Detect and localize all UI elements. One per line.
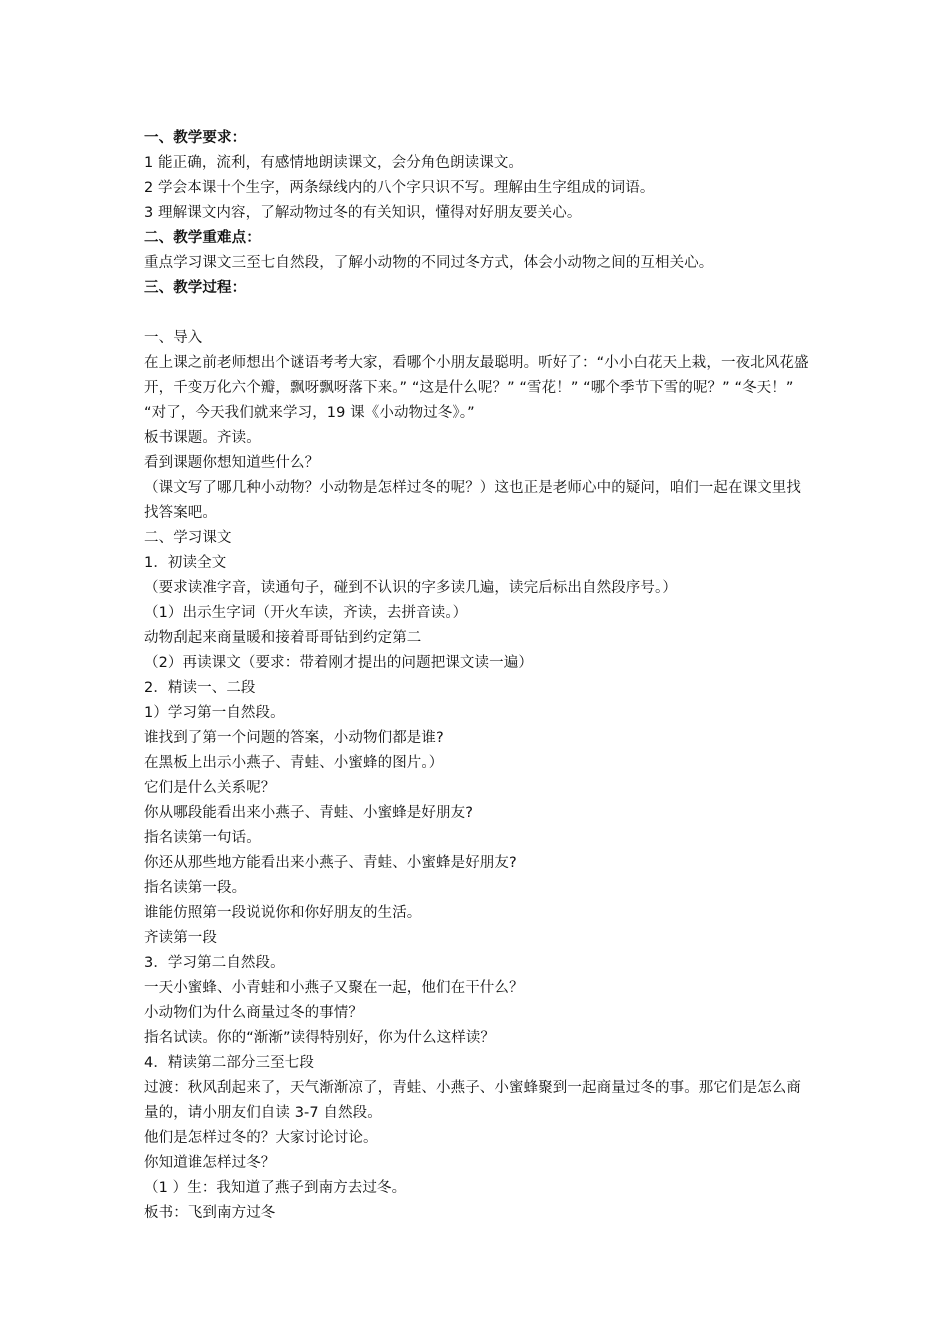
paragraph: 小动物们为什么商量过冬的事情？ [144, 1005, 363, 1021]
paragraph: （2）再读课文（要求：带着刚才提出的问题把课文读一遍） [144, 655, 533, 671]
paragraph: 指名试读。你的“渐渐”读得特别好，你为什么这样读？ [144, 1030, 496, 1046]
section-heading-key-points: 二、教学重难点： [144, 230, 261, 246]
paragraph: （课文写了哪几种小动物？小动物是怎样过冬的呢？）这也正是老师心中的疑问，咱们一起在课文里找找答案吧。 [144, 480, 801, 521]
paragraph: 谁找到了第一个问题的答案，小动物们都是谁? [144, 730, 444, 746]
paragraph: 它们是什么关系呢？ [144, 780, 276, 796]
paragraph: 1 能正确，流利，有感情地朗读课文，会分角色朗读课文。 [144, 155, 524, 171]
paragraph: 你知道谁怎样过冬？ [144, 1155, 276, 1171]
subsection-heading: 一、导入 [144, 330, 203, 346]
section-heading-teaching-process: 三、教学过程： [144, 280, 247, 296]
paragraph: 他们是怎样过冬的？大家讨论讨论。 [144, 1130, 378, 1146]
paragraph: 2 学会本课十个生字，两条绿线内的八个字只识不写。理解由生字组成的词语。 [144, 180, 655, 196]
paragraph: 板书：飞到南方过冬 [144, 1205, 276, 1221]
paragraph: 看到课题你想知道些什么？ [144, 455, 320, 471]
paragraph: 你还从那些地方能看出来小燕子、青蛙、小蜜蜂是好朋友? [144, 855, 517, 871]
paragraph: （1 ）生：我知道了燕子到南方去过冬。 [144, 1180, 407, 1196]
paragraph: 重点学习课文三至七自然段，了解小动物的不同过冬方式，体会小动物之间的互相关心。 [144, 255, 714, 271]
paragraph: （要求读准字音，读通句子，碰到不认识的字多读几遍，读完后标出自然段序号。） [144, 580, 677, 596]
document-body [144, 126, 814, 1226]
paragraph: 你从哪段能看出来小燕子、青蛙、小蜜蜂是好朋友? [144, 805, 473, 821]
section-heading-teaching-requirements: 一、教学要求： [144, 130, 247, 146]
paragraph: 在上课之前老师想出个谜语考考大家，看哪个小朋友最聪明。听好了：“小小白花天上栽，一夜北风花盛开，千变万化六个瓣，飘呀飘呀落下来。” “这是什么呢？” “雪花！” “哪个季节下雪的呢？” “冬天！” “对了，今天我们就来学习，19 课《小动物过冬》。” [144, 355, 809, 421]
subsection-heading: 二、学习课文 [144, 530, 232, 546]
paragraph: 在黑板上出示小燕子、青蛙、小蜜蜂的图片。） [144, 755, 444, 771]
paragraph: 1．初读全文 [144, 555, 227, 571]
paragraph: 谁能仿照第一段说说你和你好朋友的生活。 [144, 905, 422, 921]
paragraph: 齐读第一段 [144, 930, 217, 946]
paragraph: 一天小蜜蜂、小青蛙和小燕子又聚在一起，他们在干什么？ [144, 980, 524, 996]
paragraph: 动物刮起来商量暖和接着哥哥钻到约定第二 [144, 630, 422, 646]
paragraph: 3．学习第二自然段。 [144, 955, 285, 971]
paragraph: 2．精读一、二段 [144, 680, 256, 696]
paragraph: 4．精读第二部分三至七段 [144, 1055, 314, 1071]
paragraph: 过渡：秋风刮起来了，天气渐渐凉了，青蛙、小燕子、小蜜蜂聚到一起商量过冬的事。那它们是怎么商量的，请小朋友们自读 3-7 自然段。 [144, 1080, 801, 1121]
paragraph: 3 理解课文内容，了解动物过冬的有关知识，懂得对好朋友要关心。 [144, 205, 582, 221]
blank-line [144, 301, 814, 326]
paragraph: （1）出示生字词（开火车读，齐读，去拼音读。） [144, 605, 468, 621]
paragraph: 指名读第一句话。 [144, 830, 261, 846]
paragraph: 板书课题。齐读。 [144, 430, 261, 446]
paragraph: 1）学习第一自然段。 [144, 705, 285, 721]
paragraph: 指名读第一段。 [144, 880, 247, 896]
